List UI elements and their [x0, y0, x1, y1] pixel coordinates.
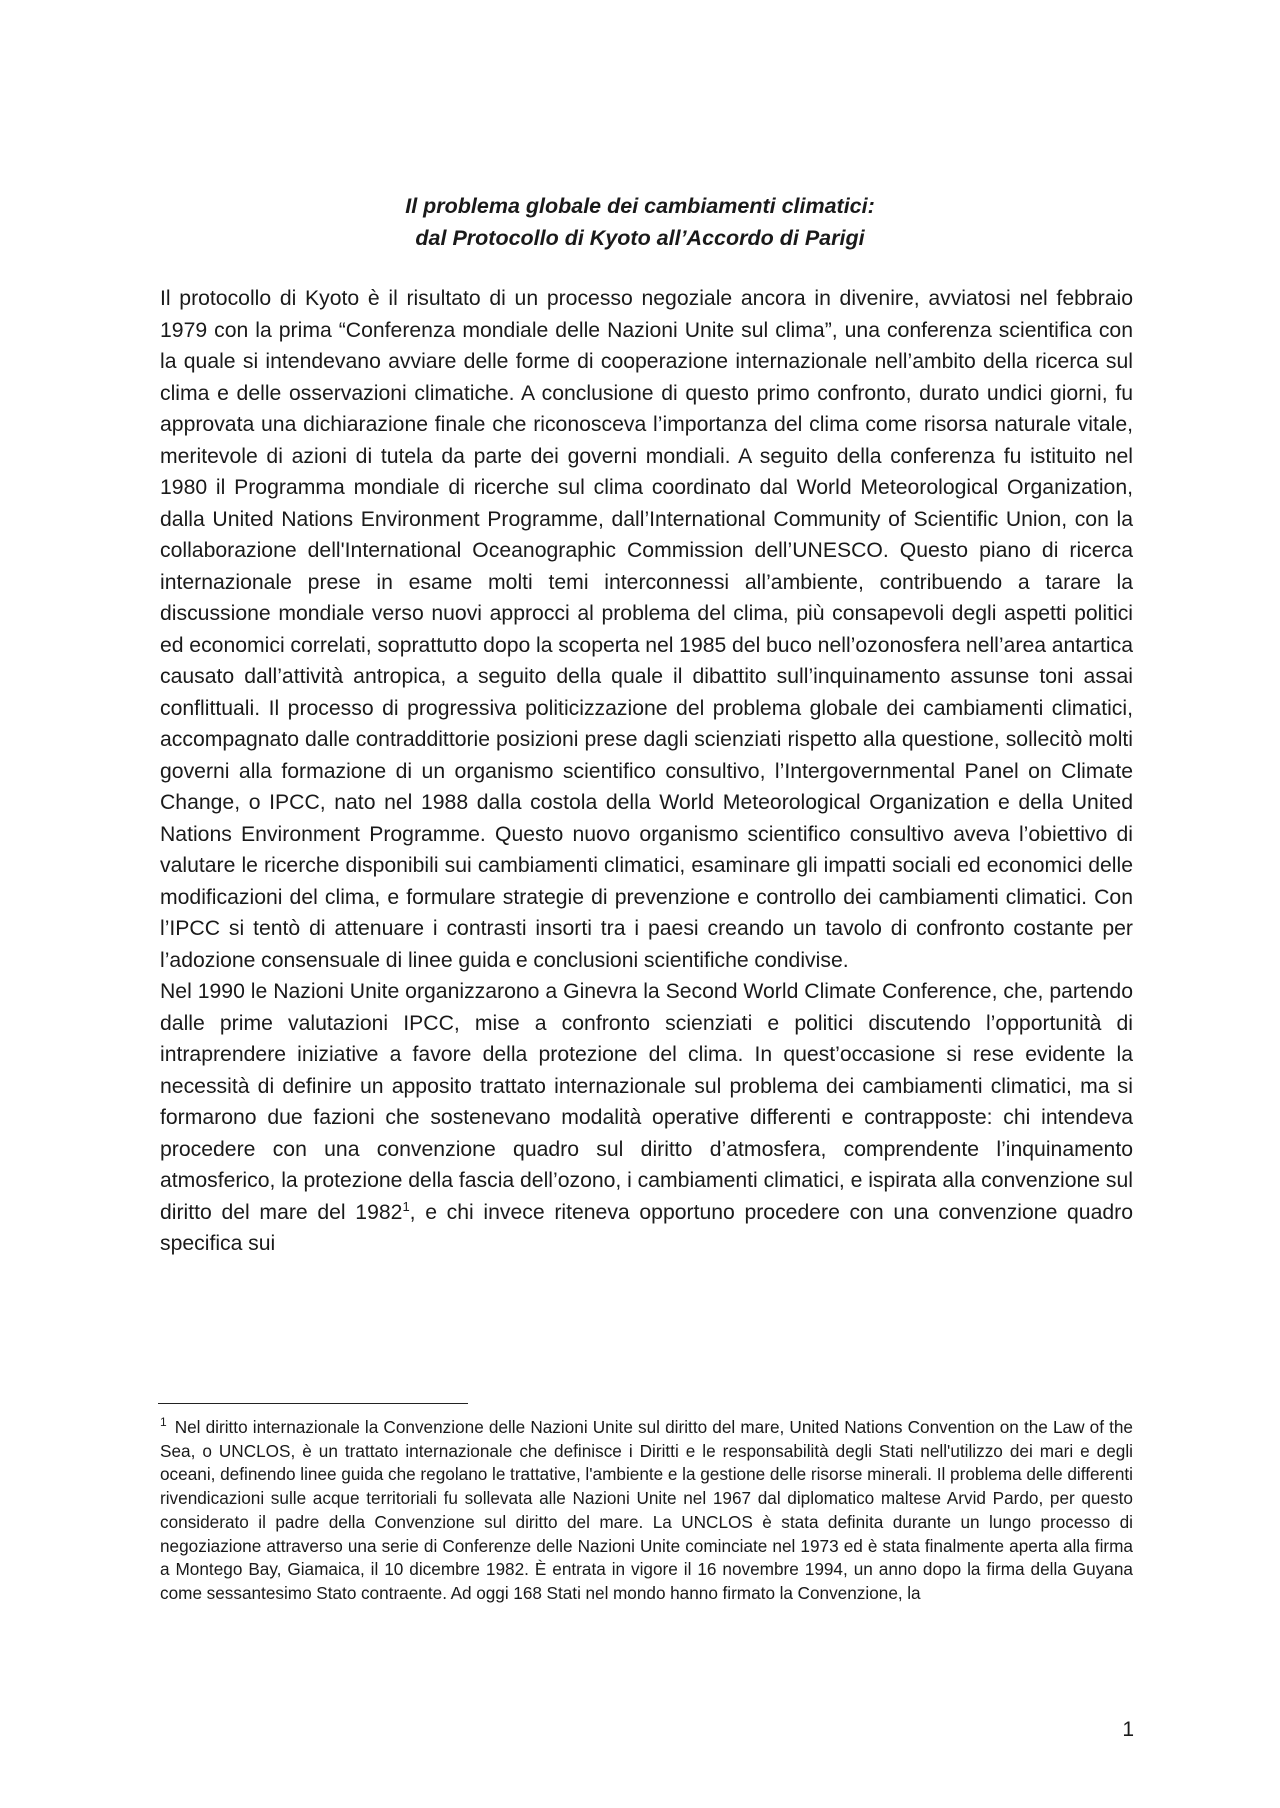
footnote-paragraph [160, 1416, 1133, 1606]
footnote-separator [158, 1403, 468, 1404]
paragraph-2 [160, 976, 1133, 1260]
footnote-reference[interactable]: 1 [402, 1198, 410, 1214]
footnote [160, 1416, 1133, 1606]
title-line-2: dal Protocollo di Kyoto all’Accordo di Parigi [415, 226, 865, 250]
footnote-text: Nel diritto internazionale la Convenzione delle Nazioni Unite sul diritto del mare, United Nations Convention on the Law of the Sea, o UNCLOS, è un trattato internazionale che definisce i Diritti e le responsabilità degli Stati nell'utilizzo dei mari e degli oceani, definendo linee guida che regolano le trattative, l'ambiente e la gestione delle risorse minerali. Il problema delle differenti rivendicazioni sulle acque territoriali fu sollevata alle Nazioni Unite nel 1967 dal diplomatico maltese Arvid Pardo, per questo considerato il padre della Convenzione sul diritto del mare. La UNCLOS è stata definita durante un lungo processo di negoziazione attraverso una serie di Conferenze delle Nazioni Unite cominciate nel 1973 ed è stata finalmente aperta alla firma a Montego Bay, Giamaica, il 10 dicembre 1982. È entrata in vigore il 16 novembre 1994, un anno dopo la firma della Guyana come sessantesimo Stato contraente. Ad oggi 168 Stati nel mondo hanno firmato la Convenzione, la [160, 1417, 1133, 1603]
title-line-1: Il problema globale dei cambiamenti climatici: [405, 194, 875, 218]
paragraph-2-text-before-ref: Nel 1990 le Nazioni Unite organizzarono a Ginevra la Second World Climate Conference, che, partendo dalle prime valutazioni IPCC, mise a confronto scienziati e politici discutendo l’opportunità di intraprendere iniziative a favore della protezione del clima. In quest’occasione si rese evidente la necessità di definire un apposito trattato internazionale sul problema dei cambiamenti climatici, ma si formarono due fazioni che sostenevano modalità operative differenti e contrapposte: chi intendeva procedere con una convenzione quadro sul diritto d’atmosfera, comprendente l’inquinamento atmosferico, la protezione della fascia dell’ozono, i cambiamenti climatici, e ispirata alla convenzione sul diritto del mare del 1982 [160, 980, 1133, 1224]
paragraph-1: Il protocollo di Kyoto è il risultato di un processo negoziale ancora in divenire, avviatosi nel febbraio 1979 con la prima “Conferenza mondiale delle Nazioni Unite sul clima”, una conferenza scientifica con la quale si intendevano avviare delle forme di cooperazione internazionale nell’ambito della ricerca sul clima e delle osservazioni climatiche. A conclusione di questo primo confronto, durato undici giorni, fu approvata una dichiarazione finale che riconosceva l’importanza del clima come risorsa naturale vitale, meritevole di azioni di tutela da parte dei governi mondiali. A seguito della conferenza fu istituito nel 1980 il Programma mondiale di ricerche sul clima coordinato dal World Meteorological Organization, dalla United Nations Environment Programme, dall’International Community of Scientific Union, con la collaborazione dell'International Oceanographic Commission dell’UNESCO. Questo piano di ricerca internazionale prese in esame molti temi interconnessi all’ambiente, contribuendo a tarare la discussione mondiale verso nuovi approcci al problema del clima, più consapevoli degli aspetti politici ed economici correlati, soprattutto dopo la scoperta nel 1985 del buco nell’ozonosfera nell’area antartica causato dall’attività antropica, a seguito della quale il dibattito sull’inquinamento assunse toni assai conflittuali. Il processo di progressiva politicizzazione del problema globale dei cambiamenti climatici, accompagnato dalle contraddittorie posizioni prese dagli scienziati rispetto alla questione, sollecitò molti governi alla formazione di un organismo scientifico consultivo, l’Intergovernmental Panel on Climate Change, o IPCC, nato nel 1988 dalla costola della World Meteorological Organization e della United Nations Environment Programme. Questo nuovo organismo scientifico consultivo aveva l’obiettivo di valutare le ricerche disponibili sui cambiamenti climatici, esaminare gli impatti sociali ed economici delle modificazioni del clima, e formulare strategie di prevenzione e controllo dei cambiamenti climatici. Con l’IPCC si tentò di attenuare i contrasti insorti tra i paesi creando un tavolo di confronto costante per l’adozione consensuale di linee guida e conclusioni scientifiche condivise. [160, 287, 1133, 972]
document-body [160, 283, 1133, 1260]
page-number: 1 [1122, 1718, 1134, 1741]
paragraph-2-text-after-ref: , e chi invece riteneva opportuno procedere con una convenzione quadro specifica sui [160, 1200, 1133, 1255]
footnote-number: 1 [160, 1415, 167, 1430]
document-title [160, 190, 1120, 254]
